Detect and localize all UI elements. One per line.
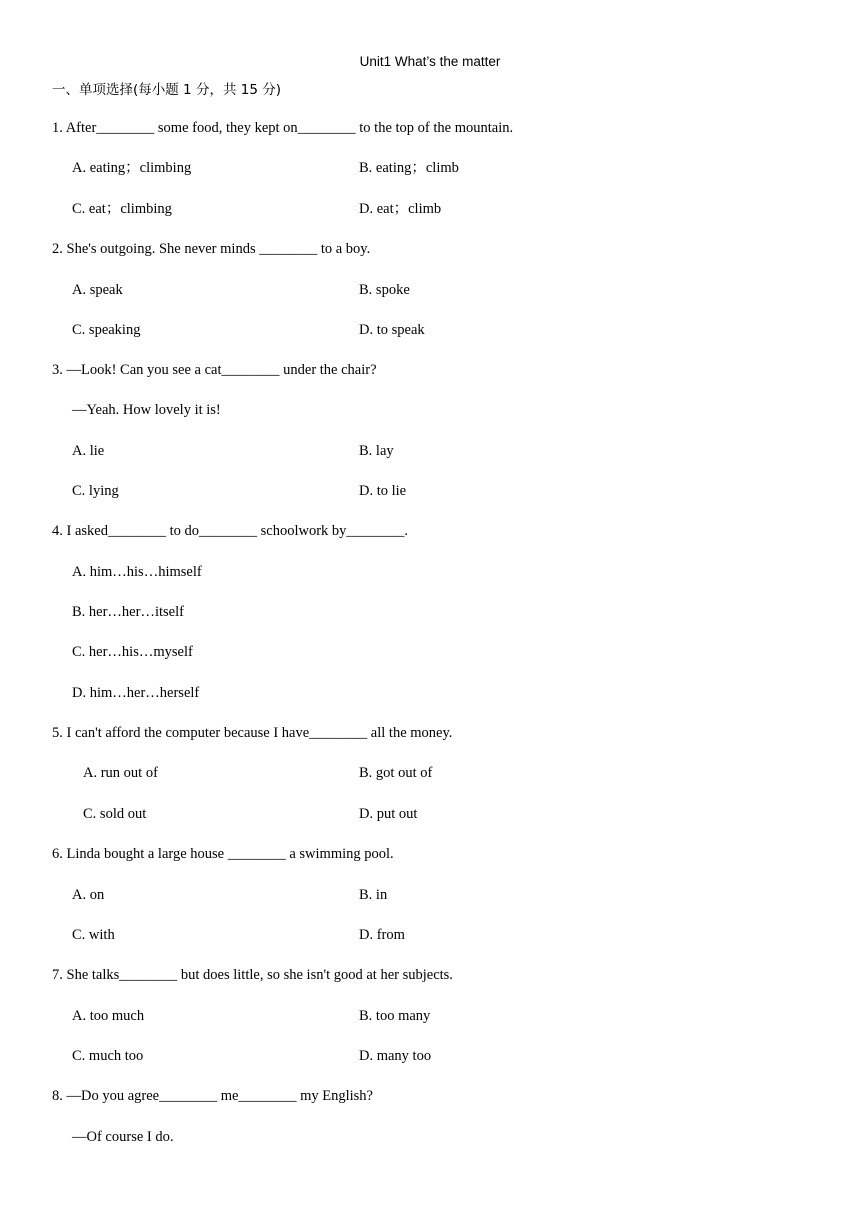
question-2-option-c: C. speaking xyxy=(72,322,141,338)
question-6-option-d: D. from xyxy=(359,927,405,943)
question-3-option-c: C. lying xyxy=(72,483,119,499)
question-4-option-b: B. her…her…itself xyxy=(72,604,184,620)
question-4-stem: 4. I asked________ to do________ schoolwork by________. xyxy=(52,523,409,539)
question-6-option-a: A. on xyxy=(72,887,105,903)
question-5-option-a: A. run out of xyxy=(83,765,158,781)
question-2-option-d: D. to speak xyxy=(359,322,425,338)
question-5-option-b: B. got out of xyxy=(359,765,433,781)
question-1-option-c: C. eat；climbing xyxy=(72,201,172,217)
question-1-option-b: B. eating；climb xyxy=(359,160,459,176)
question-7-option-a: A. too much xyxy=(72,1008,145,1024)
question-1-option-a: A. eating；climbing xyxy=(72,160,192,176)
question-2-option-b: B. spoke xyxy=(359,282,410,298)
question-4-option-d: D. him…her…herself xyxy=(72,685,200,701)
question-8-stem: 8. —Do you agree________ me________ my English? xyxy=(52,1088,373,1104)
question-3-option-d: D. to lie xyxy=(359,483,407,499)
question-6-option-b: B. in xyxy=(359,887,388,903)
question-3-stem: 3. —Look! Can you see a cat________ under the chair? xyxy=(52,362,377,378)
question-7-stem: 7. She talks________ but does little, so she isn't good at her subjects. xyxy=(52,967,453,983)
question-8-response: —Of course I do. xyxy=(72,1129,174,1145)
document-title: Unit1 What’s the matter xyxy=(359,54,501,69)
question-5-stem: 5. I can't afford the computer because I have________ all the money. xyxy=(52,725,453,741)
question-7-option-c: C. much too xyxy=(72,1048,144,1064)
section-heading: 一、单项选择(每小题 1 分，共 15 分) xyxy=(52,82,281,98)
question-3-option-a: A. lie xyxy=(72,443,105,459)
question-6-stem: 6. Linda bought a large house ________ a swimming pool. xyxy=(52,846,394,862)
question-7-option-b: B. too many xyxy=(359,1008,431,1024)
question-1-option-d: D. eat；climb xyxy=(359,201,442,217)
question-4-option-a: A. him…his…himself xyxy=(72,564,202,580)
question-1-stem: 1. After________ some food, they kept on________ to the top of the mountain. xyxy=(52,120,514,136)
question-5-option-d: D. put out xyxy=(359,806,418,822)
question-2-stem: 2. She's outgoing. She never minds ________ to a boy. xyxy=(52,241,371,257)
question-7-option-d: D. many too xyxy=(359,1048,432,1064)
question-3-option-b: B. lay xyxy=(359,443,394,459)
question-4-option-c: C. her…his…myself xyxy=(72,644,193,660)
question-6-option-c: C. with xyxy=(72,927,115,943)
question-5-option-c: C. sold out xyxy=(83,806,147,822)
question-2-option-a: A. speak xyxy=(72,282,123,298)
question-3-response: —Yeah. How lovely it is! xyxy=(72,402,221,418)
